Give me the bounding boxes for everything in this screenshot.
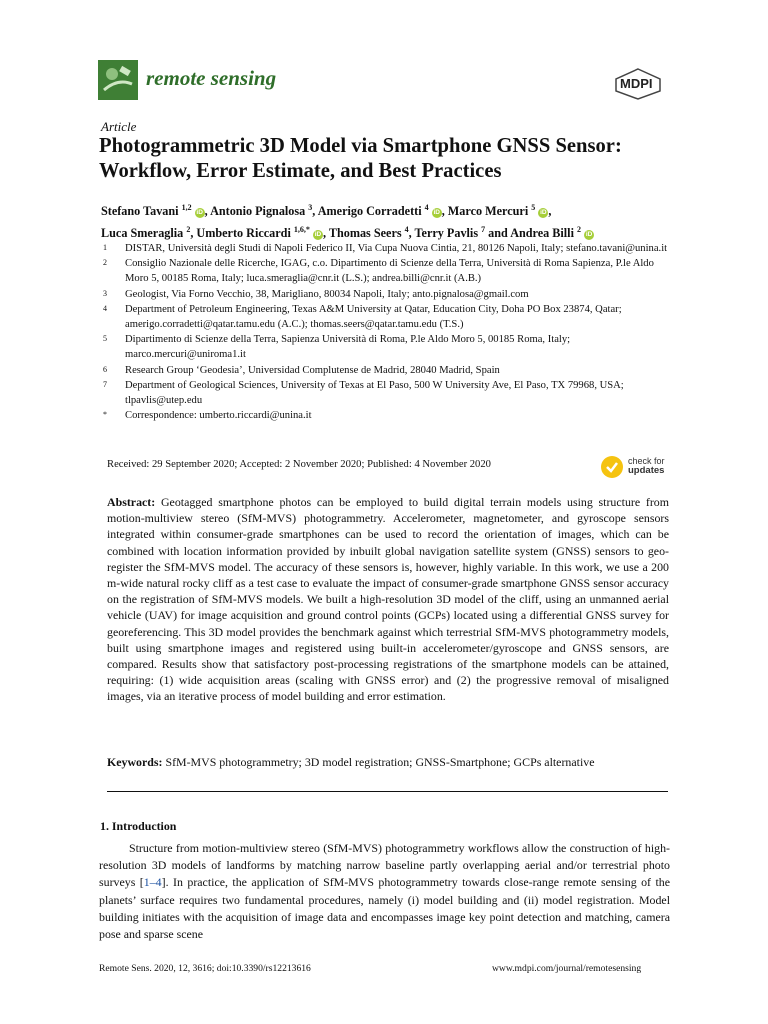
affiliation-item xyxy=(103,363,673,378)
author-affiliation-marker: 3 xyxy=(308,203,313,212)
abstract-label: Abstract: xyxy=(107,495,156,509)
orcid-icon[interactable]: iD xyxy=(196,209,203,217)
affiliation-text: Department of Geological Sciences, University of Texas at El Paso, 500 W University Ave, El Paso, TX 79968, USA; tlpavlis@utep.edu xyxy=(125,379,624,407)
author-separator: , xyxy=(408,225,415,240)
orcid-icon[interactable]: iD xyxy=(433,209,440,217)
check-updates-icon xyxy=(601,456,623,478)
updates-label: updates xyxy=(628,465,665,476)
affiliation-text: Geologist, Via Forno Vecchio, 38, Marigliano, 80034 Napoli, Italy; anto.pignalosa@gmail.com xyxy=(125,288,529,300)
author-separator: , xyxy=(441,204,448,219)
check-for-updates-badge[interactable] xyxy=(601,455,671,481)
affiliation-item xyxy=(103,256,673,286)
section-divider xyxy=(107,791,668,792)
affiliation-text: DISTAR, Università degli Studi di Napoli Federico II, Via Cupa Nuova Cintia, 21, 80126 Napoli, Italy; stefano.tavani@unina.it xyxy=(125,243,668,254)
author-affiliation-marker: 2 xyxy=(186,224,191,234)
author-affiliation-marker: 4 xyxy=(404,224,409,234)
keywords-text: SfM-MVS photogrammetry; 3D model registration; GNSS-Smartphone; GCPs alternative xyxy=(162,755,595,769)
footer-url[interactable]: www.mdpi.com/journal/remotesensing xyxy=(492,963,642,974)
affiliation-item xyxy=(103,378,673,408)
abstract-text: Geotagged smartphone photos can be employed to build digital terrain models using structure from motion-multiview stereo (SfM-MVS) photogrammetry. Accelerometer, magnetometer, and gyroscope sensors integrated within consumer-grade smartphones can be used to record the orientation of images, which can be combined with location information provided by inbuilt global navigation satellite system (GNSS) sensors to geo-register the SfM-MVS model. The accuracy of these sensors is, however, highly variable. In this work, we use a 200 m-wide natural rocky cliff as a test case to evaluate the impact of consumer-grade smartphone GNSS sensor accuracy on the registration of SfM-MVS models. We built a high-resolution 3D model of the cliff, using an unmanned aerial vehicle (UAV) for image acquisition and ground control points (GCPs) located using a differential GNSS survey for georeferencing. This 3D model provides the benchmark against which terrestrial SfM-MVS photogrammetry models, built using smartphone images and registered using built-in accelerometer/gyroscope and GNSS sensors, are compared. Results show that satisfactory post-processing registrations of the smartphone models can be attained, requiring: (1) wide acquisition areas (scaling with GNSS error) and (2) the progressive removal of misaligned images, via an iterative process of model building and error estimation. xyxy=(107,495,669,704)
author-affiliation-marker: 7 xyxy=(481,224,486,234)
orcid-icon[interactable]: iD xyxy=(314,230,322,238)
author-separator: , xyxy=(190,225,197,240)
orcid-icon[interactable]: iD xyxy=(585,230,593,238)
author-name: Antonio Pignalosa xyxy=(210,204,306,219)
footer-citation: Remote Sens. 2020, 12, 3616; doi:10.3390/rs12213616 xyxy=(99,963,311,974)
author-name: Thomas Seers xyxy=(328,225,402,240)
author-affiliation-marker: 1,2 xyxy=(181,203,192,212)
keywords-label: Keywords: xyxy=(107,755,163,769)
affiliation-number: 5 xyxy=(103,334,107,344)
affiliation-number: 1 xyxy=(103,243,107,252)
affiliation-text: Department of Petroleum Engineering, Texas A&M University at Qatar, Education City, Doha PO Box 23874, Qatar; amerigo.corradetti@qatar.tamu.edu (A.C.); thomas.seers@qatar.tamu.edu (T.S.) xyxy=(125,303,622,331)
author-separator: , xyxy=(322,225,329,240)
affiliation-number: 7 xyxy=(103,379,107,389)
affiliation-text: Correspondence: umberto.riccardi@unina.it xyxy=(125,410,312,422)
affiliation-item xyxy=(103,287,673,302)
author-affiliation-marker: 1,6,* xyxy=(293,224,310,234)
affiliation-text: Consiglio Nazionale delle Ricerche, IGAG, c.o. Dipartimento di Scienze della Terra, Università di Roma Sapienza, P.le Aldo Moro 5, 00185 Roma, Italy; luca.smeraglia@cnr.it (L.S.); andrea.billi@cnr.it (A.B.) xyxy=(125,258,654,285)
author-name: Terry Pavlis xyxy=(414,225,479,240)
journal-logo-icon xyxy=(98,60,138,100)
affiliations xyxy=(103,241,673,423)
keywords xyxy=(107,755,672,770)
section-heading: 1. Introduction xyxy=(100,819,177,833)
affiliation-number: * xyxy=(103,410,107,420)
author-name: Stefano Tavani xyxy=(101,204,179,219)
paper-title: Photogrammetric 3D Model via Smartphone GNSS Sensor: Workflow, Error Estimate, and Best Practices xyxy=(99,135,622,182)
affiliation-item xyxy=(103,408,673,423)
author-name: Amerigo Corradetti xyxy=(317,204,422,219)
affiliation-number: 6 xyxy=(103,364,107,374)
author-separator: , xyxy=(548,204,552,219)
introduction-text: Structure from motion-multiview stereo (SfM-MVS) photogrammetry workflows allow the construction of high-resolution 3D models of landforms by matching narrow baseline partly overlapping aerial and/or terrestrial photo surveys [1–4]. In practice, the application of SfM-MVS photogrammetry towards close-range remote sensing of the planets’ surface requires two fundamental procedures, namely (i) model building and (ii) model registration. Model building initiates with the acquisition of image data and encompasses image key point detection and matching, camera pose and sparse scene xyxy=(99,841,671,942)
author-separator: , xyxy=(204,204,211,219)
affiliation-item xyxy=(103,241,673,256)
affiliation-number: 4 xyxy=(103,303,107,313)
author-affiliation-marker: 4 xyxy=(424,203,429,212)
author-name: Umberto Riccardi xyxy=(196,225,291,240)
mdpi-logo: MDPI xyxy=(612,67,664,101)
affiliation-item xyxy=(103,302,673,332)
orcid-icon[interactable]: iD xyxy=(540,209,547,217)
publication-dates: Received: 29 September 2020; Accepted: 2 November 2020; Published: 4 November 2020 xyxy=(107,459,491,470)
article-type: Article xyxy=(101,119,137,134)
author-separator: , xyxy=(312,204,318,219)
author-name: Marco Mercuri xyxy=(447,204,529,219)
citation-link[interactable]: 1–4 xyxy=(143,875,162,890)
check-for-label: check for xyxy=(628,456,665,466)
abstract xyxy=(107,494,669,705)
affiliation-number: 2 xyxy=(103,258,107,268)
affiliation-number: 3 xyxy=(103,288,107,298)
author-affiliation-marker: 2 xyxy=(577,224,582,234)
author-name: Luca Smeraglia xyxy=(101,225,184,240)
author-affiliation-marker: 5 xyxy=(531,203,536,212)
affiliation-text: Dipartimento di Scienze della Terra, Sapienza Università di Roma, P.le Aldo Moro 5, 00185 Roma, Italy; marco.mercuri@uniroma1.it xyxy=(125,334,571,361)
author-name: Andrea Billi xyxy=(510,225,574,240)
affiliation-text: Research Group ‘Geodesia’, Universidad Complutense de Madrid, 28040 Madrid, Spain xyxy=(125,364,500,376)
author-list xyxy=(101,199,681,242)
affiliation-item xyxy=(103,332,673,362)
journal-name: remote sensing xyxy=(146,66,277,90)
author-separator: and xyxy=(485,225,511,240)
